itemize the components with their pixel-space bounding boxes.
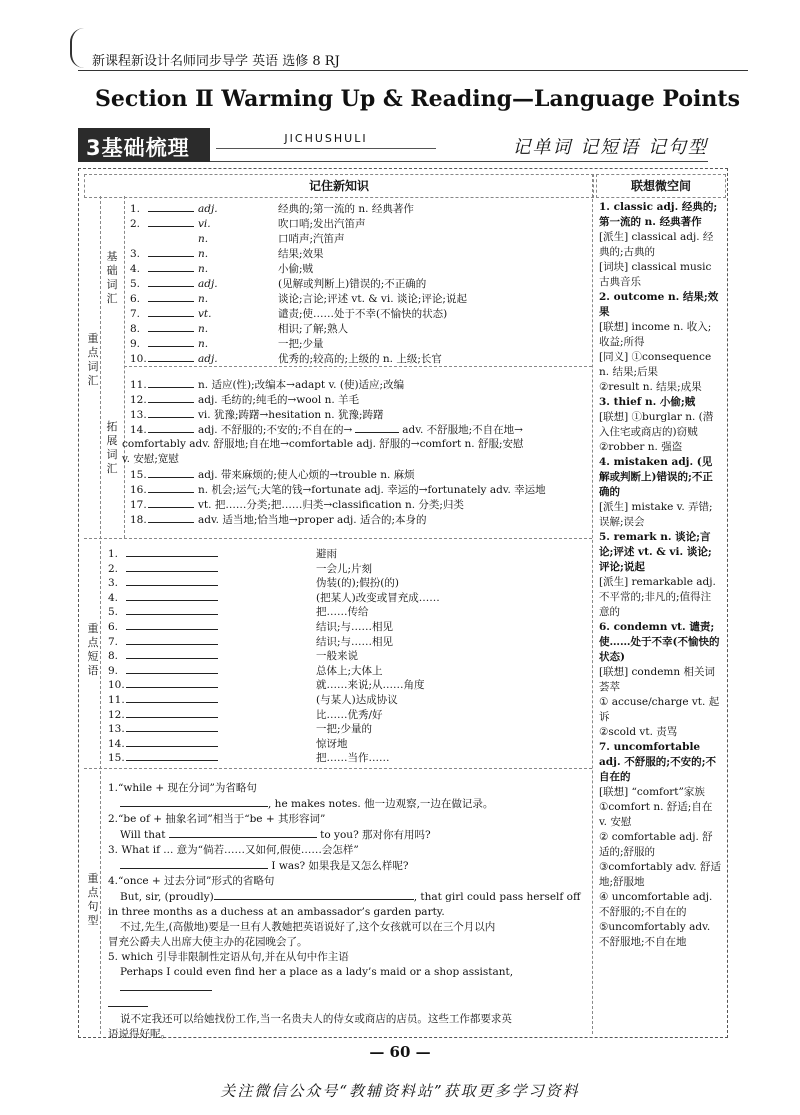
sublabel-divider [124, 196, 125, 538]
phrase-blank[interactable] [126, 750, 218, 761]
phrase-meaning: 一会儿;片刻 [316, 562, 373, 575]
word-pos: vi. [198, 218, 211, 230]
phrase-row [108, 736, 348, 750]
word-pos: n. [198, 293, 209, 305]
phrase-number: 12. [108, 708, 125, 721]
phrase-blank[interactable] [126, 707, 218, 718]
ext-word-row [122, 452, 179, 466]
phrase-number: 15. [108, 752, 125, 765]
side-note-heading: 2. outcome n. 结果;效果 [599, 291, 719, 318]
word-meaning: 结果;效果 [278, 248, 324, 260]
phrase-meaning: 比……优秀/好 [316, 708, 383, 721]
phrase-number: 8. [108, 650, 119, 663]
word-pos: vt. [198, 308, 212, 320]
word-number: 13. [130, 409, 147, 421]
word-number: 18. [130, 514, 147, 526]
side-note: ②scold vt. 责骂 [599, 726, 678, 738]
word-meaning: 谈论;言论;评述 vt. & vi. 谈论;评论;说起 [278, 293, 467, 305]
word-number: 6. [130, 293, 141, 305]
answer-blank[interactable] [148, 422, 194, 433]
side-note: ① accuse/charge vt. 起诉 [599, 696, 720, 723]
phrase-meaning: 把……当作…… [316, 752, 390, 765]
banner-pinyin: JICHUSHULI [216, 130, 436, 149]
basic-word-row [130, 246, 324, 260]
sentence-4-a: But, sir, (proudly) [120, 891, 214, 903]
sentence-3-line: I was? 如果我是又怎么样呢? [271, 860, 409, 872]
sentence-3-blank[interactable] [120, 858, 268, 869]
vocab-phrase-divider [84, 538, 592, 539]
word-text: vi. 犹豫;踌躇→hesitation n. 犹豫;踌躇 [198, 409, 384, 421]
phrase-row [108, 677, 425, 691]
answer-blank[interactable] [148, 261, 194, 272]
phrase-blank[interactable] [126, 692, 218, 703]
side-note: [派生] classical adj. 经典的;古典的 [599, 231, 714, 258]
sentence-2-blank[interactable] [169, 827, 317, 838]
side-note: [联想] condemn 相关词荟萃 [599, 666, 715, 693]
phrase-number: 11. [108, 694, 125, 706]
word-text: adj. 带来麻烦的;使人心烦的→trouble n. 麻烦 [198, 469, 415, 481]
sentence-1-line: , he makes notes. 他一边观察,一边在做记录。 [268, 798, 494, 810]
sentence-4-d: 不过,先生,(高傲地)要是一旦有人教她把英语说好了,这个女孩就可以在三个月以内 [120, 921, 496, 933]
basic-word-row [130, 201, 414, 215]
word-pos: n. [198, 233, 209, 245]
phrase-meaning: 结识;与……相见 [316, 621, 394, 633]
basic-word-row [130, 306, 447, 320]
side-note: [联想] ①burglar n. (潜入住宅或商店的)窃贼 [599, 411, 714, 438]
word-text: adv. 适当地;恰当地→proper adj. 适合的;本身的 [198, 514, 427, 526]
ext-word-row [130, 512, 426, 526]
word-text: comfortably adv. 舒服地;自在地→comfortable adj. 舒服的→comfort n. 舒服;安慰 [122, 438, 524, 450]
word-number: 10. [130, 353, 147, 365]
label-sentence: 重点句型 [87, 872, 99, 927]
side-divider [592, 174, 593, 1034]
basic-word-row [130, 351, 442, 365]
phrase-row [108, 619, 393, 633]
sentence-5-c: 语说得好呢。 [108, 1028, 171, 1040]
phrase-meaning: (把某人)改变或冒充成…… [316, 591, 440, 604]
label-divider [100, 196, 101, 1034]
side-note: ② comfortable adj. 舒适的;舒服的 [599, 831, 713, 858]
phrase-number: 4. [108, 591, 119, 604]
phrase-sentence-divider [84, 768, 592, 769]
word-meaning: 吹口哨;发出汽笛声 [278, 218, 366, 230]
label-phrase: 重点短语 [87, 622, 99, 677]
word-number: 3. [130, 248, 141, 260]
side-note-heading: 5. remark n. 谈论;言论;评述 vt. & vi. 谈论;评论;说起 [599, 531, 712, 573]
book-header: 新课程新设计名师同步导学 英语 选修 8 RJ [92, 54, 340, 69]
ext-word-row [130, 422, 523, 436]
side-note: ⑤uncomfortably adv. 不舒服地;不自在地 [599, 921, 711, 948]
ext-word-row [130, 392, 359, 406]
word-number: 17. [130, 499, 147, 511]
basic-ext-divider [124, 366, 592, 367]
word-meaning: 经典的;第一流的 n. 经典著作 [278, 203, 414, 215]
sentence-2-b: to you? 那对你有用吗? [320, 829, 431, 841]
phrase-number: 1. [108, 548, 119, 560]
phrase-row [108, 575, 399, 589]
phrase-row [108, 721, 372, 735]
side-note: ②result n. 结果;成果 [599, 381, 702, 393]
answer-blank[interactable] [355, 422, 399, 433]
answer-blank[interactable] [148, 246, 194, 257]
side-note-heading: 3. thief n. 小偷;贼 [599, 396, 696, 408]
phrase-blank[interactable] [126, 721, 218, 732]
side-note-heading: 1. classic adj. 经典的;第一流的 n. 经典著作 [599, 201, 718, 228]
word-pos: n. [198, 263, 209, 275]
phrase-row [108, 604, 369, 618]
phrase-blank[interactable] [126, 619, 218, 630]
phrase-row [108, 561, 372, 575]
phrase-row [108, 707, 383, 721]
banner-slogan: 记单词 记短语 记句型 [512, 137, 708, 158]
side-note: ③comfortably adv. 舒适地;舒服地 [599, 861, 721, 888]
side-note: ②robber n. 强盗 [599, 441, 683, 453]
word-pos: adj. [198, 278, 218, 290]
side-note-heading: 6. condemn vt. 谴责;使……处于不幸(不愉快的状态) [599, 621, 720, 663]
word-pos: adj. [198, 353, 218, 365]
phrase-blank[interactable] [126, 575, 218, 586]
phrase-row [108, 663, 383, 677]
word-number: 11. [130, 379, 147, 391]
phrase-blank[interactable] [126, 546, 218, 557]
sentence-1-title: 1.“while + 现在分词”为省略句 [108, 782, 257, 794]
basic-word-row [130, 321, 348, 335]
answer-blank[interactable] [148, 377, 194, 388]
word-number: 4. [130, 263, 141, 275]
side-notes [599, 200, 721, 950]
phrase-meaning: 把……传给 [316, 606, 369, 619]
phrase-blank[interactable] [126, 604, 218, 615]
word-text: adj. 毛纺的;纯毛的→wool n. 羊毛 [198, 394, 360, 406]
answer-blank[interactable] [148, 512, 194, 523]
word-text: adj. 不舒服的;不安的;不自在的→ [198, 424, 353, 436]
sentence-2-a: Will that [120, 829, 166, 841]
sentence-4-blank[interactable] [214, 889, 414, 900]
word-number: 14. [130, 424, 147, 436]
phrase-number: 3. [108, 577, 119, 590]
phrase-meaning: 避雨 [316, 548, 337, 560]
basic-word-row [130, 216, 366, 230]
answer-blank[interactable] [148, 216, 194, 227]
word-text: n. 适应(性);改编本→adapt v. (使)适应;改编 [198, 379, 405, 391]
sentence-4-title: 4.“once + 过去分词”形式的省略句 [108, 875, 275, 887]
word-meaning: 相识;了解;熟人 [278, 323, 349, 335]
phrase-row [108, 648, 358, 662]
phrase-row [108, 634, 393, 648]
word-text-2: adv. 不舒服地;不自在地→ [402, 424, 523, 436]
phrase-blank[interactable] [126, 648, 218, 659]
phrase-number: 14. [108, 737, 125, 750]
footer-note: 关注微信公众号“教辅资料站”获取更多学习资料 [220, 1082, 580, 1100]
sentence-section [108, 781, 588, 1042]
phrase-meaning: 惊讶地 [316, 737, 348, 750]
section-title: Section Ⅱ Warming Up & Reading—Language Points [95, 86, 740, 112]
word-meaning: 小偷;贼 [278, 263, 314, 275]
phrase-row [108, 750, 390, 764]
word-pos: n. [198, 323, 209, 335]
sentence-5-a: Perhaps I could even find her a place as a lady’s maid or a shop assistant, [120, 966, 514, 978]
side-note-heading: 4. mistaken adj. (见解或判断上)错误的;不正确的 [599, 456, 713, 498]
sentence-4-e: 冒充公爵夫人出席大使主办的花园晚会了。 [108, 936, 308, 948]
phrase-number: 10. [108, 679, 125, 692]
phrase-number: 6. [108, 621, 119, 633]
sentence-5-title: 5. which 引导非限制性定语从句,并在从句中作主语 [108, 951, 349, 963]
sentence-5-b: 说不定我还可以给她找份工作,当一名贵夫人的侍女或商店的店员。这些工作都要求英 [120, 1013, 512, 1025]
phrase-number: 7. [108, 635, 119, 648]
side-note: [派生] mistake v. 弄错;误解;误会 [599, 501, 713, 528]
phrase-row [108, 692, 398, 706]
answer-blank[interactable] [148, 467, 194, 478]
phrase-meaning: 伪装(的);假扮(的) [316, 577, 399, 590]
side-note-heading: 7. uncomfortable adj. 不舒服的;不安的;不自在的 [599, 741, 717, 783]
sentence-3-title: 3. What if ... 意为“倘若……又如何,假使……会怎样” [108, 844, 359, 856]
side-note: [联想] “comfort”家族 [599, 786, 705, 798]
phrase-row [108, 546, 337, 560]
phrase-blank[interactable] [126, 736, 218, 747]
word-meaning: 一把;少量 [278, 338, 324, 350]
sentence-4-b: , that girl could pass herself off [413, 891, 581, 903]
sentence-5-blank[interactable] [120, 980, 212, 991]
phrase-row [108, 590, 440, 604]
answer-blank[interactable] [148, 351, 194, 362]
basic-word-row [130, 336, 324, 350]
word-pos: n. [198, 338, 209, 350]
answer-blank[interactable] [148, 497, 194, 508]
sentence-4-c: in three months as a duchess at an ambassador’s garden party. [108, 906, 445, 918]
column-head-side: 联想微空间 [596, 174, 726, 198]
word-number: 15. [130, 469, 147, 481]
word-meaning: 优秀的;较高的;上级的 n. 上级;长官 [278, 353, 442, 365]
section-banner [78, 128, 708, 162]
phrase-blank[interactable] [126, 590, 218, 601]
phrase-meaning: 结识;与……相见 [316, 635, 394, 648]
banner-rule [210, 161, 708, 162]
side-note: [派生] remarkable adj. 不平常的;非凡的;值得注意的 [599, 576, 716, 618]
phrase-number: 5. [108, 606, 119, 619]
ext-word-row [130, 467, 415, 481]
word-number: 7. [130, 308, 141, 320]
side-note: ①comfort n. 舒适;自在 v. 安慰 [599, 801, 713, 828]
ext-word-row [130, 497, 464, 511]
label-vocab: 重点词汇 [87, 332, 99, 387]
ext-word-row [122, 437, 524, 451]
phrase-meaning: 就……来说;从……角度 [316, 679, 425, 692]
phrase-meaning: 一把;少量的 [316, 723, 373, 736]
sentence-5-blank-2[interactable] [108, 996, 148, 1007]
phrase-meaning: 一般来说 [316, 650, 358, 663]
word-number: 16. [130, 484, 147, 496]
phrase-blank[interactable] [126, 561, 218, 572]
basic-word-row [130, 231, 345, 245]
word-meaning: 口哨声;汽笛声 [278, 233, 345, 245]
word-pos: n. [198, 248, 209, 260]
header-bracket [70, 28, 88, 68]
answer-blank[interactable] [148, 291, 194, 302]
banner-title-block [78, 128, 210, 162]
word-text: n. 机会;运气;大笔的钱→fortunate adj. 幸运的→fortunately adv. 幸运地 [198, 484, 546, 496]
word-pos: adj. [198, 203, 218, 215]
side-note: [词块] classical music 古典音乐 [599, 261, 712, 288]
answer-blank[interactable] [148, 336, 194, 347]
basic-word-row [130, 261, 313, 275]
answer-blank[interactable] [148, 392, 194, 403]
label-basic: 基础词汇 [106, 250, 118, 305]
basic-word-row [130, 291, 467, 305]
word-number: 8. [130, 323, 141, 335]
word-number: 2. [130, 218, 141, 230]
word-meaning: 谴责;使……处于不幸(不愉快的状态) [278, 308, 448, 320]
phrase-meaning: 总体上;大体上 [316, 664, 383, 677]
banner-title: 3基础梳理 [86, 136, 190, 160]
phrase-number: 9. [108, 664, 119, 677]
phrase-number: 2. [108, 562, 119, 575]
column-head-main: 记住新知识 [84, 174, 594, 198]
phrase-blank[interactable] [126, 677, 218, 688]
phrase-number: 13. [108, 723, 125, 736]
phrase-blank[interactable] [126, 663, 218, 674]
word-text: vt. 把……分类;把……归类→classification n. 分类;归类 [198, 499, 464, 511]
word-number: 5. [130, 278, 141, 290]
answer-blank[interactable] [148, 321, 194, 332]
side-note: [同义] ①consequence n. 结果;后果 [599, 351, 712, 378]
ext-word-row [130, 407, 383, 421]
answer-blank[interactable] [148, 276, 194, 287]
answer-blank[interactable] [148, 407, 194, 418]
word-number: 9. [130, 338, 141, 350]
word-text: v. 安慰;宽慰 [122, 453, 179, 465]
header-rule [78, 70, 748, 71]
ext-word-row [130, 377, 404, 391]
answer-blank[interactable] [148, 201, 194, 212]
side-note: ④ uncomfortable adj. 不舒服的;不自在的 [599, 891, 713, 918]
label-ext: 拓展词汇 [106, 420, 118, 475]
phrase-meaning: (与某人)达成协议 [316, 694, 398, 706]
side-note: [联想] income n. 收入;收益;所得 [599, 321, 712, 348]
sentence-1-blank[interactable] [120, 796, 268, 807]
word-meaning: (见解或判断上)错误的;不正确的 [278, 278, 427, 290]
answer-blank[interactable] [148, 482, 194, 493]
phrase-blank[interactable] [126, 634, 218, 645]
word-number: 1. [130, 203, 141, 215]
ext-word-row [130, 482, 546, 496]
page-number: — 60 — [369, 1043, 431, 1061]
answer-blank[interactable] [148, 306, 194, 317]
basic-word-row [130, 276, 426, 290]
sentence-2-title: 2.“be of + 抽象名词”相当于“be + 其形容词” [108, 813, 326, 825]
word-number: 12. [130, 394, 147, 406]
